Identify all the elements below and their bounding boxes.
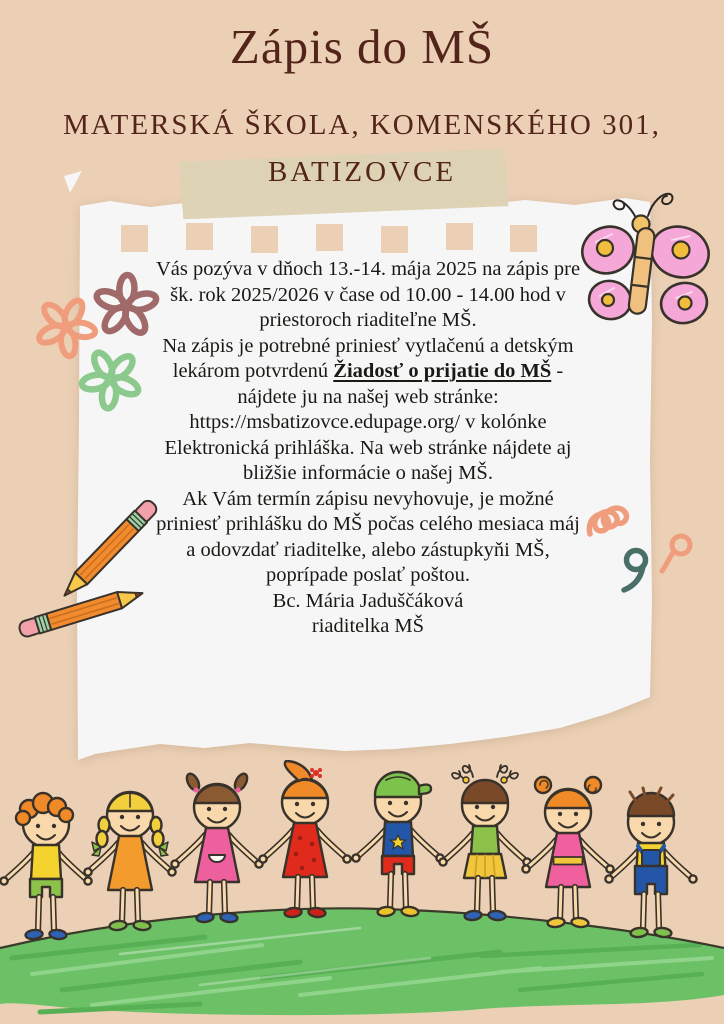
flower-hairclip [310,768,322,778]
salmon-curl-icon [662,536,690,571]
signature-name: Bc. Mária Jaduščáková [272,589,464,612]
note-requirement: Na zápis je potrebné priniesť vytlačenú a detským lekárom potvrdenú Žiadosť o prijatie do MŠ - nájdete ju na našej web stránke: https://msbatizovce.edupage.org/ v kolónke Elektronická prihláška. Na web stránke nájdete aj bližšie informácie o našej MŠ. [162,334,574,484]
butterfly-icon [578,176,724,358]
child-girl-orange-ponytail [255,760,355,932]
page-title: Zápis do MŠ [229,19,495,74]
wire-curl-pigtails [452,765,518,781]
salmon-flower-icon [33,292,100,362]
child-boy-green-cap [348,759,448,931]
pencil-icon [58,498,159,602]
child-girl-brown-pigtails [167,765,267,937]
school-name-line1: MATERSKÁ ŠKOLA, KOMENSKÉHO 301, [63,109,661,141]
note-text [150,257,586,640]
teal-curl-icon [624,551,646,591]
child-boy-brown-hair [601,780,701,952]
note-invitation: Vás pozýva v dňoch 13.-14. mája 2025 na zápis pre šk. rok 2025/2026 v čase od 10.00 - 14.00 hod v priestoroch riaditeľne MŠ. [155,258,581,331]
child-girl-blonde-braids [80,773,180,945]
school-name-line2: BATIZOVCE [267,156,457,188]
squiggle-doodles [575,480,724,610]
signature-role: riaditelka MŠ [311,615,425,637]
application-form-name: Žiadosť o prijatie do MŠ [333,360,552,382]
spring-squiggle-icon [589,508,626,534]
green-flower-icon [73,340,151,418]
note-alternative: Ak Vám termín zápisu nevyhovuje, je možné priniesť prihlášku do MŠ počas celého mesiaca máj a odovzdať riaditelke, alebo zástupkyňi MŠ, poprípade poslať poštou. [156,487,580,586]
pencil-icon [18,585,145,639]
